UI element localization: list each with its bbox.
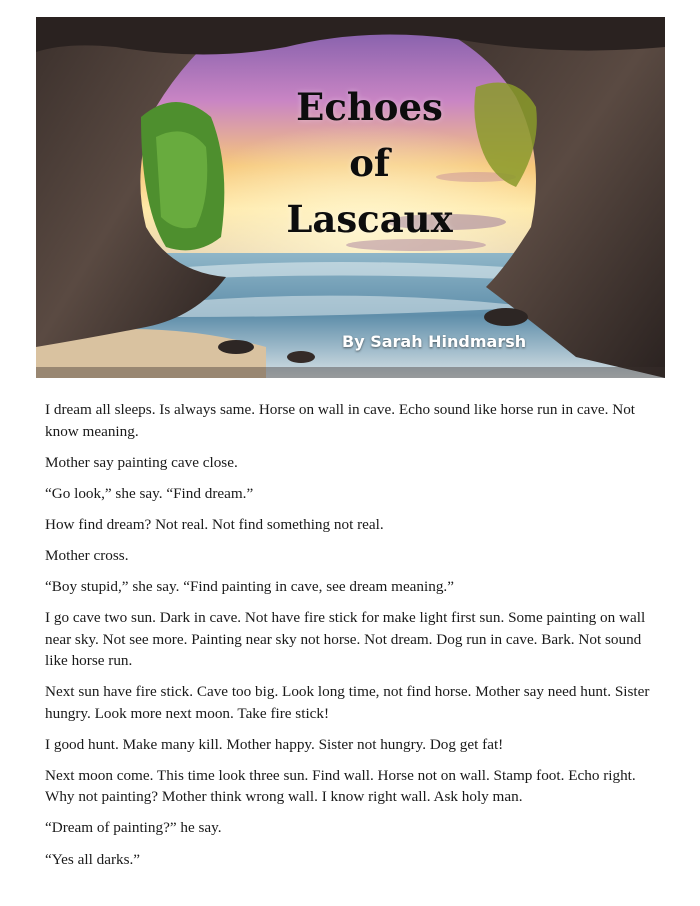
story-paragraph: “Go look,” she say. “Find dream.”	[45, 484, 254, 502]
story-paragraph: I go cave two sun. Dark in cave. Not have fire stick for make light first sun. Some painting on wall near sky. Not see more. Painting near sky not horse. Not dream. Dog run in cave. Bark. Not sound like horse run.	[45, 609, 646, 670]
story-paragraph: “Boy stupid,” she say. “Find painting in cave, see dream meaning.”	[45, 577, 454, 595]
author-byline: By Sarah Hindmarsh	[342, 332, 527, 351]
story-paragraph: Mother say painting cave close.	[45, 453, 238, 471]
title-line: Lascaux	[286, 197, 453, 241]
cover-image	[36, 17, 665, 378]
story-text	[45, 399, 660, 880]
title-line: of	[349, 141, 390, 185]
story-paragraph: I dream all sleeps. Is always same. Horse on wall in cave. Echo sound like horse run in cave. Not know meaning.	[45, 401, 636, 440]
story-paragraph: How find dream? Not real. Not find something not real.	[45, 515, 384, 533]
story-paragraph: Next moon come. This time look three sun. Find wall. Horse not on wall. Stamp foot. Echo right. Why not painting? Mother think wrong wall. I know right wall. Ask holy man.	[45, 766, 636, 806]
story-paragraph: “Dream of painting?” he say.	[45, 819, 222, 837]
story-paragraph: Mother cross.	[45, 546, 129, 564]
story-paragraph: I good hunt. Make many kill. Mother happy. Sister not hungry. Dog get fat!	[45, 735, 504, 753]
story-paragraph: Next sun have fire stick. Cave too big. Look long time, not find horse. Mother say need hunt. Sister hungry. Look more next moon. Take fire stick!	[45, 683, 650, 722]
book-title	[36, 79, 665, 247]
story-paragraph: “Yes all darks.”	[45, 850, 141, 868]
title-line: Echoes	[296, 85, 443, 129]
